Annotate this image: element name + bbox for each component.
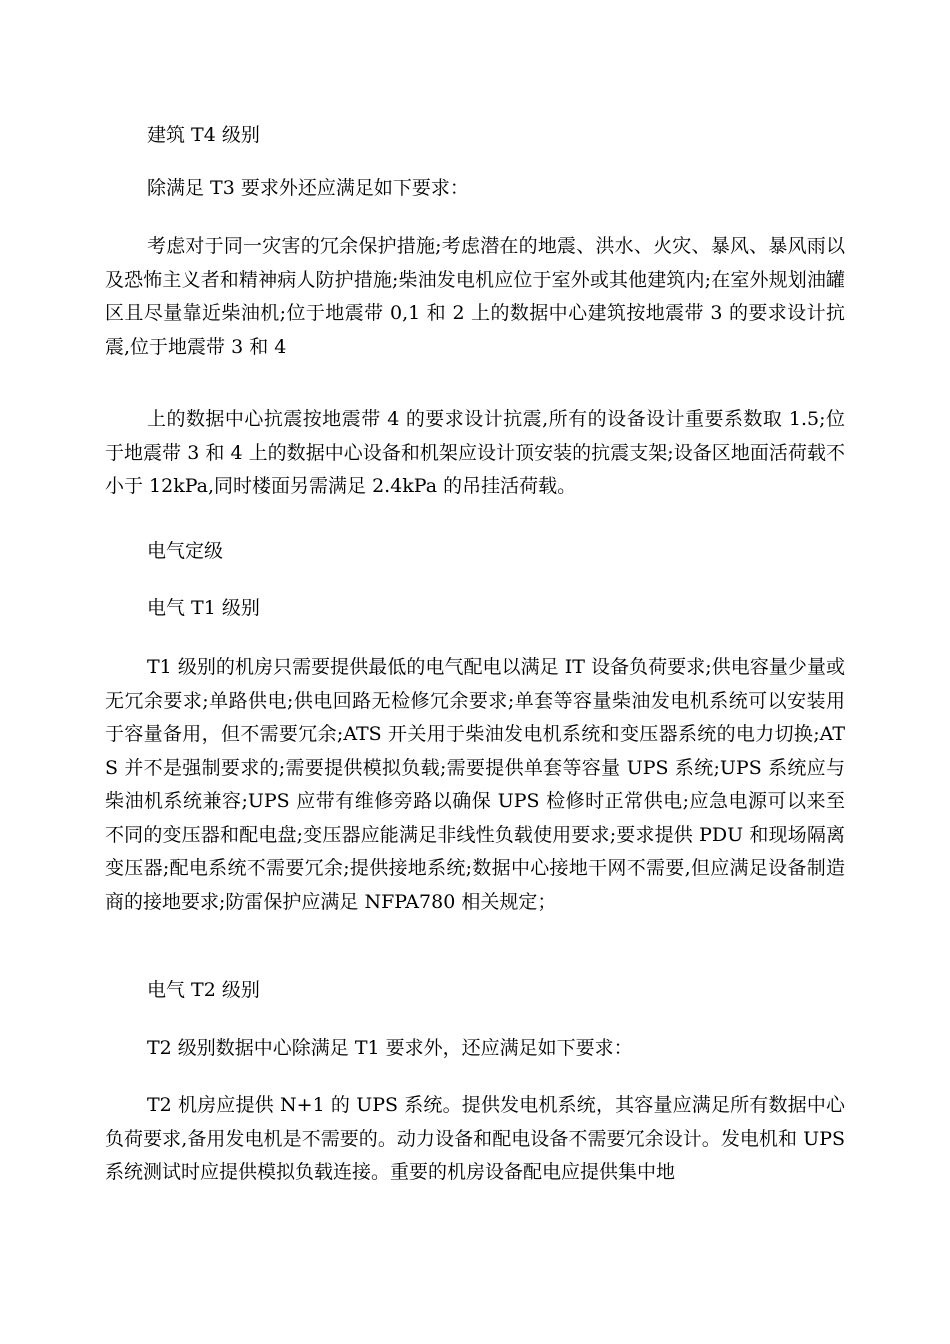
heading-electrical-rating: 电气定级 [147, 540, 224, 562]
paragraph-t4-seismic: 上的数据中心抗震按地震带 4 的要求设计抗震,所有的设备设计重要系数取 1.5;位于地震带 3 和 4 上的数据中心设备和机架应设计顶安装的抗震支架;设备区地面活荷载不小于 12kPa,同时楼面另需满足 2.4kPa 的吊挂活荷载。 [105, 408, 845, 497]
heading-electrical-t1: 电气 T1 级别 [147, 597, 260, 619]
heading-electrical-t2: 电气 T2 级别 [147, 979, 260, 1001]
paragraph-t4-intro: 除满足 T3 要求外还应满足如下要求： [147, 177, 469, 199]
heading-building-t4: 建筑 T4 级别 [147, 124, 260, 146]
paragraph-electrical-t1: T1 级别的机房只需要提供最低的电气配电以满足 IT 设备负荷要求;供电容量少量或无冗余要求;单路供电;供电回路无检修冗余要求;单套等容量柴油发电机系统可以安装用于容量备用，但不需要冗余;ATS 开关用于柴油发电机系统和变压器系统的电力切换;ATS 并不是强制要求的;需要提供模拟负载;需要提供单套等容量 UPS 系统;UPS 系统应与柴油机系统兼容;UPS 应带有维修旁路以确保 UPS 检修时正常供电;应急电源可以来至不同的变压器和配电盘;变压器应能满足非线性负载使用要求;要求提供 PDU 和现场隔离变压器;配电系统不需要冗余;提供接地系统;数据中心接地干网不需要,但应满足设备制造商的接地要求;防雷保护应满足 NFPA780 相关规定； [105, 656, 845, 913]
paragraph-t4-requirements: 考虑对于同一灾害的冗余保护措施;考虑潜在的地震、洪水、火灾、暴风、暴风雨以及恐怖主义者和精神病人防护措施;柴油发电机应位于室外或其他建筑内;在室外规划油罐区且尽量靠近柴油机;位于地震带 0,1 和 2 上的数据中心建筑按地震带 3 的要求设计抗震,位于地震带 3 和 4 [105, 235, 845, 358]
paragraph-t2-intro: T2 级别数据中心除满足 T1 要求外，还应满足如下要求： [147, 1037, 633, 1059]
paragraph-electrical-t2: T2 机房应提供 N+1 的 UPS 系统。提供发电机系统，其容量应满足所有数据中心负荷要求,备用发电机是不需要的。动力设备和配电设备不需要冗余设计。发电机和 UPS 系统测试时应提供模拟负载连接。重要的机房设备配电应提供集中地 [105, 1094, 845, 1183]
